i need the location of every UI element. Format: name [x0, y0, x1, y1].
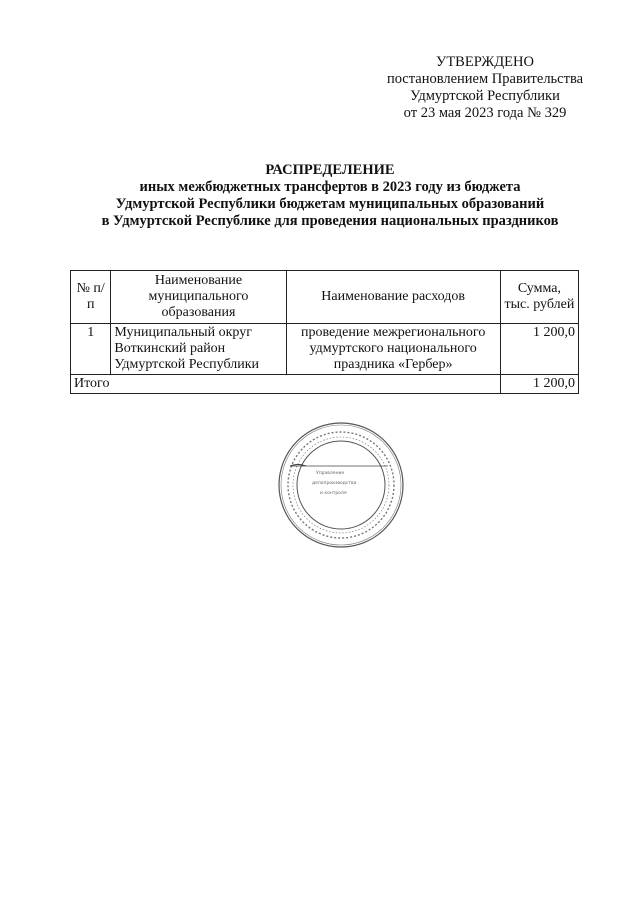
approval-authority-line: Удмуртской Республики — [410, 88, 560, 104]
distribution-table — [70, 270, 579, 394]
document-title — [60, 162, 600, 230]
table-row — [71, 324, 579, 375]
header-municipality: Наименование муниципального образования — [111, 271, 286, 324]
official-stamp — [276, 420, 406, 550]
approval-block — [360, 54, 610, 122]
total-row — [71, 375, 579, 394]
row-num: 1 — [71, 324, 111, 375]
total-amount: 1 200,0 — [500, 375, 578, 394]
total-label: Итого — [71, 375, 501, 394]
header-num: № п/п — [71, 271, 111, 324]
approval-by-line: постановлением Правительства — [386, 71, 584, 87]
title-line-2: иных межбюджетных трансфертов в 2023 году из бюджета — [139, 179, 521, 195]
row-expense: проведение межрегионального удмуртского национального праздника «Гербер» — [286, 324, 500, 375]
table-header-row — [71, 271, 579, 324]
row-municipality: Муниципальный округ Воткинский район Удмуртской Республики — [111, 324, 286, 375]
svg-text:Управление: Управление — [316, 471, 345, 476]
header-amount: Сумма, тыс. рублей — [500, 271, 578, 324]
approval-date-line: от 23 мая 2023 года № 329 — [403, 105, 567, 121]
header-expense: Наименование расходов — [286, 271, 500, 324]
svg-text:и контроля: и контроля — [320, 491, 347, 496]
title-line-4: в Удмуртской Республике для проведения национальных праздников — [101, 213, 559, 229]
title-line-1: РАСПРЕДЕЛЕНИЕ — [265, 162, 395, 178]
row-amount: 1 200,0 — [500, 324, 578, 375]
approval-heading: УТВЕРЖДЕНО — [436, 54, 534, 70]
svg-text:делопроизводства: делопроизводства — [312, 481, 357, 486]
title-line-3: Удмуртской Республики бюджетам муниципальных образований — [115, 196, 545, 212]
